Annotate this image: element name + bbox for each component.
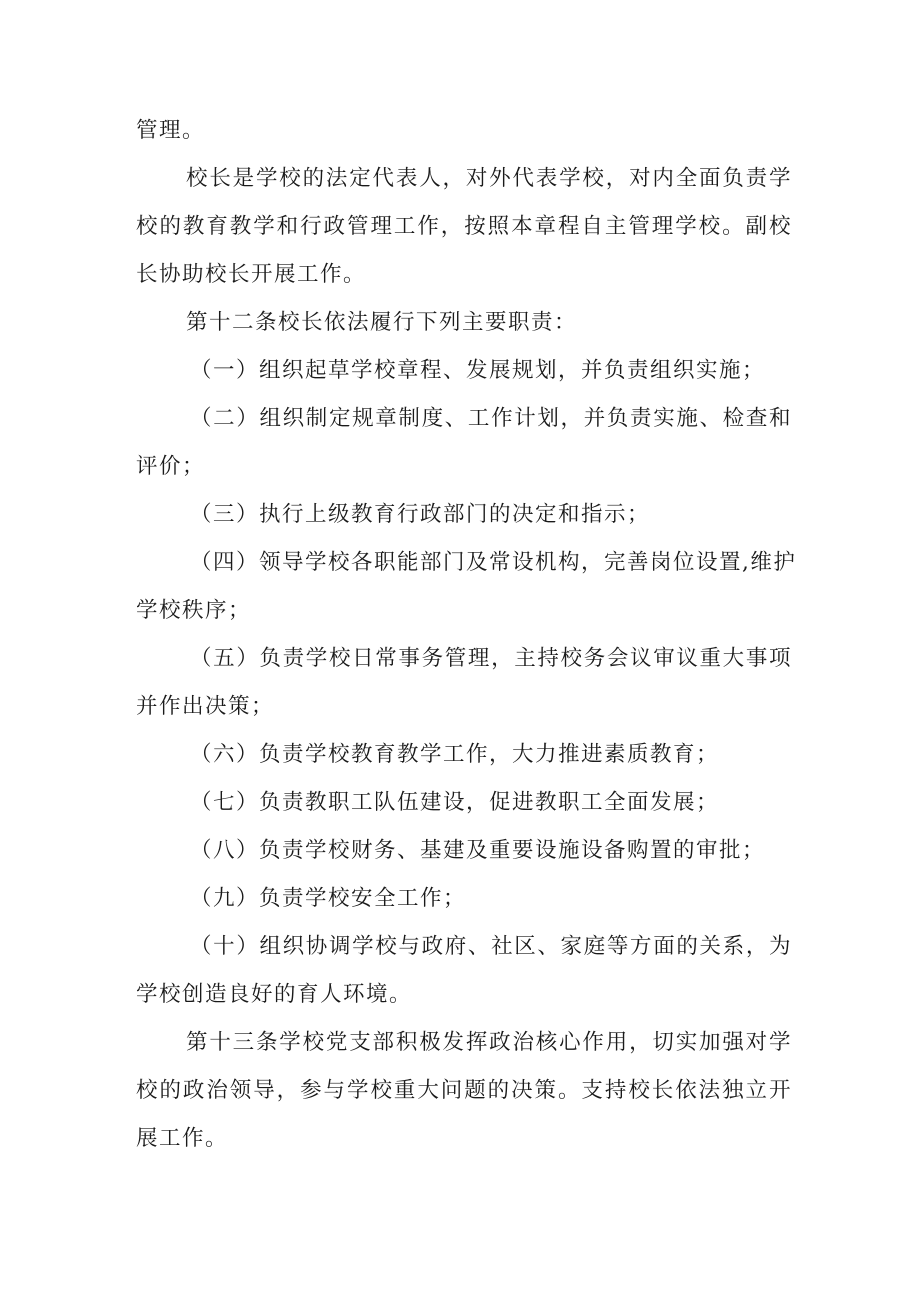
article-heading: 第十二条校长依法履行下列主要职责： xyxy=(186,310,578,335)
text-line: 评价； xyxy=(136,454,206,479)
list-item: （十）组织协调学校与政府、社区、家庭等方面的关系，为 xyxy=(190,934,792,959)
list-item: （五）负责学校日常事务管理，主持校务会议审议重大事项 xyxy=(190,646,792,671)
article-heading: 第十三条学校党支部积极发挥政治核心作用，切实加强对学 xyxy=(186,1030,792,1055)
text-line: 校的教育教学和行政管理工作，按照本章程自主管理学校。副校 xyxy=(136,214,792,239)
text-line: 校的政治领导，参与学校重大问题的决策。支持校长依法独立开 xyxy=(136,1078,792,1103)
list-item: （二）组织制定规章制度、工作计划，并负责实施、检查和 xyxy=(190,406,792,431)
list-item: （九）负责学校安全工作； xyxy=(190,886,467,911)
list-item: （六）负责学校教育教学工作，大力推进素质教育； xyxy=(190,742,720,767)
text-line: 长协助校长开展工作。 xyxy=(136,262,367,287)
text-line: 并作出决策； xyxy=(136,694,275,719)
text-line: 学校秩序； xyxy=(136,598,252,623)
list-item: （八）负责学校财务、基建及重要设施设备购置的审批； xyxy=(190,838,766,863)
list-item: （三）执行上级教育行政部门的决定和指示； xyxy=(190,502,651,527)
list-item: （四）领导学校各职能部门及常设机构，完善岗位设置,维护 xyxy=(190,550,797,575)
text-line: 学校创造良好的育人环境。 xyxy=(136,982,413,1007)
body-text xyxy=(136,111,797,1167)
text-line: 管理。 xyxy=(136,118,206,143)
text-line: 展工作。 xyxy=(136,1126,229,1151)
paragraph-first-line: 校长是学校的法定代表人，对外代表学校，对内全面负责学 xyxy=(186,166,792,191)
list-item: （一）组织起草学校章程、发展规划，并负责组织实施； xyxy=(190,358,766,383)
list-item: （七）负责教职工队伍建设，促进教职工全面发展； xyxy=(190,790,720,815)
